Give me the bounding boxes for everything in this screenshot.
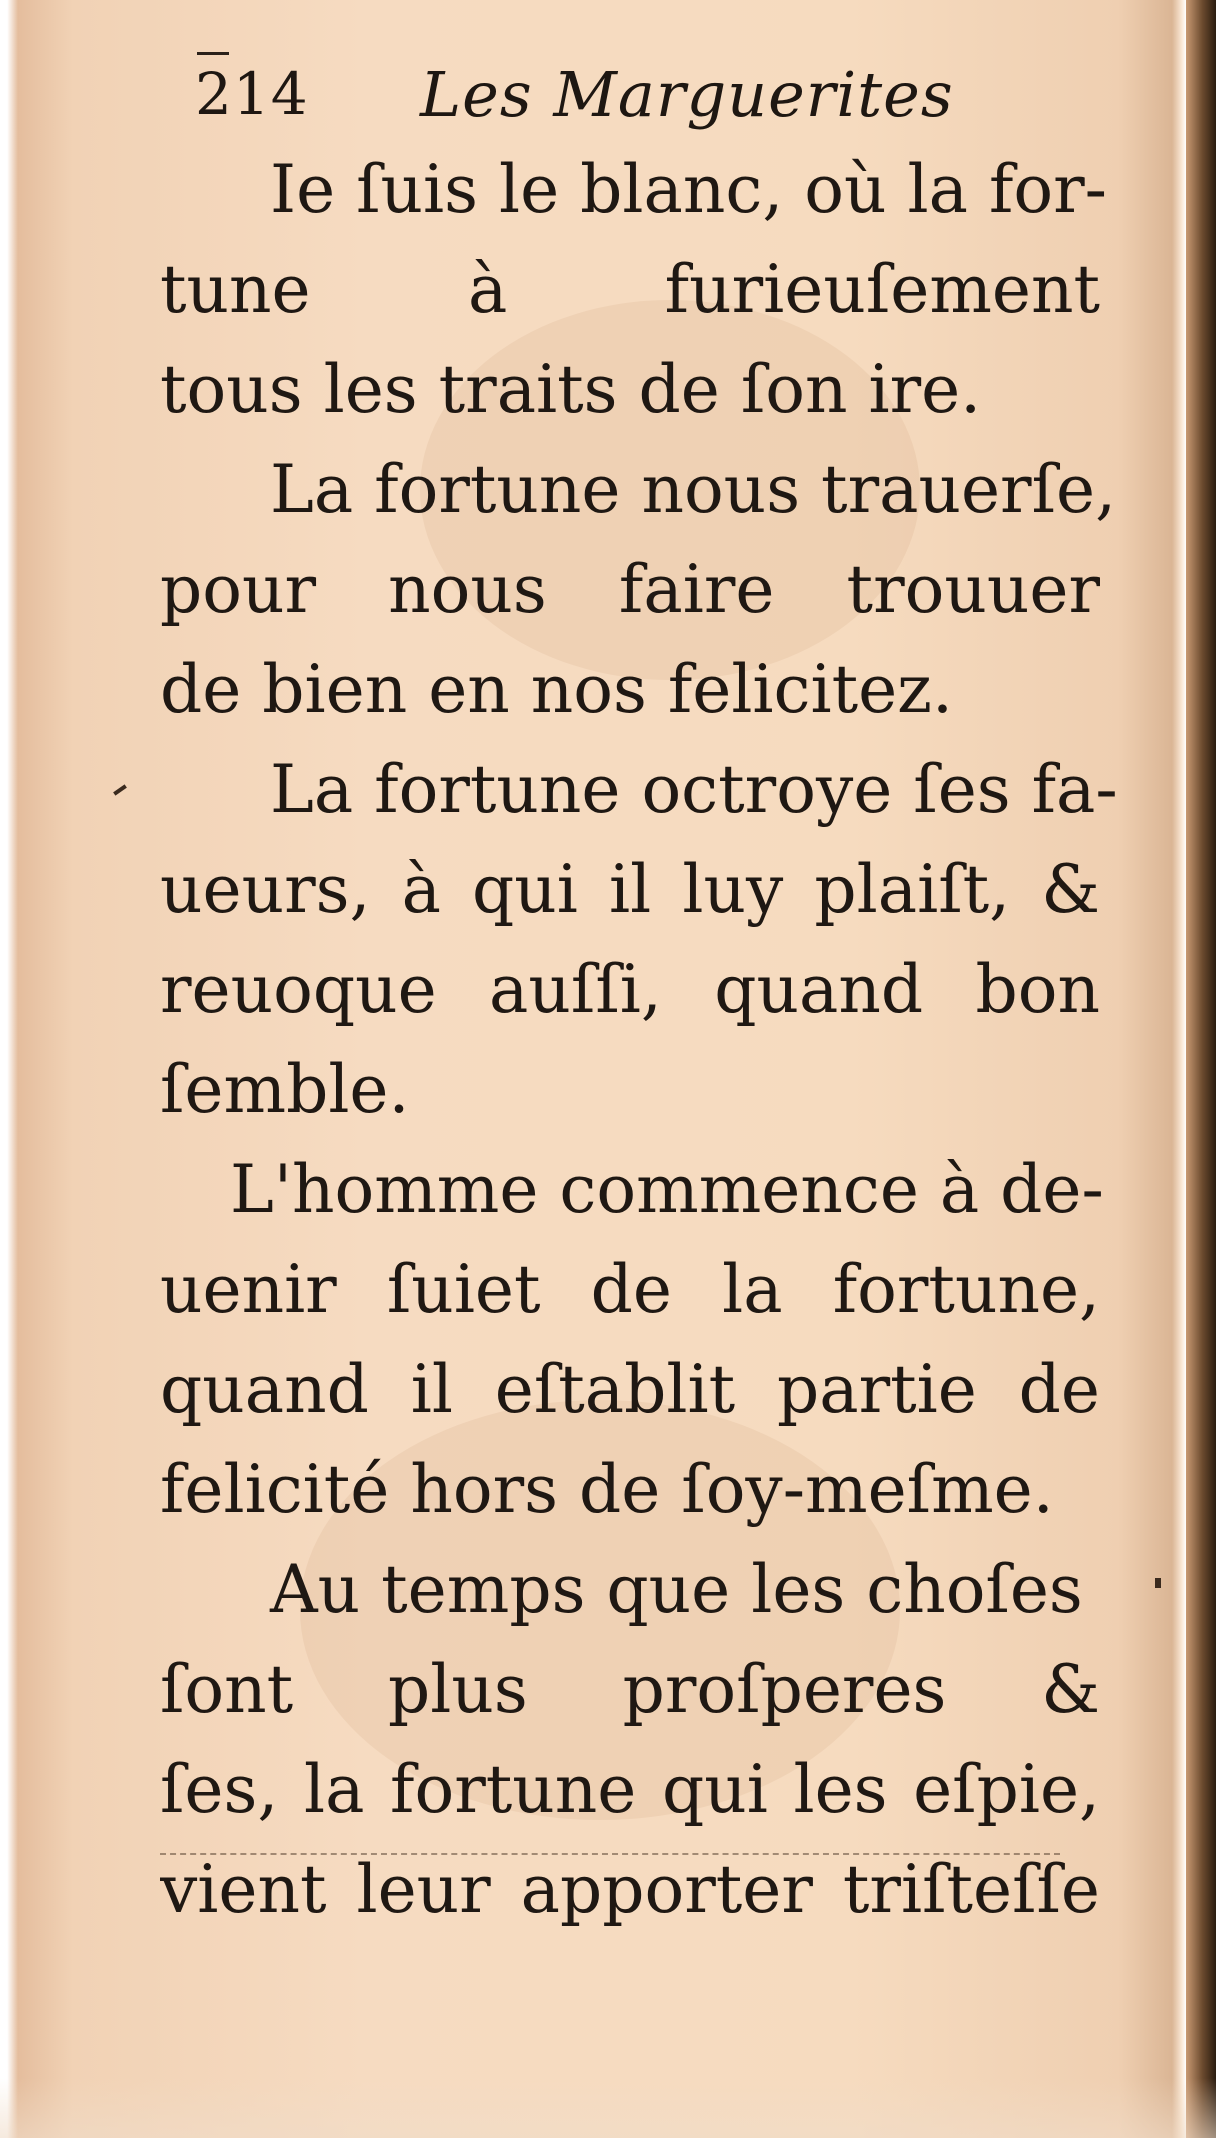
ink-blemish	[113, 784, 127, 795]
text-line: ueurs, à qui il luy plaiſt, &	[160, 851, 1100, 928]
text-line: L'homme commence à de-	[230, 1151, 1104, 1228]
text-line: felicité hors de ſoy-meſme.	[160, 1451, 1054, 1528]
page-number: 214	[195, 60, 309, 128]
text-line: Ie ſuis le blanc, où la for-	[270, 151, 1107, 228]
text-line: ſont plus proſperes &	[160, 1651, 1100, 1728]
page-edge-right	[1186, 0, 1216, 2138]
text-line: reuoque auſſi, quand bon	[160, 951, 1100, 1028]
text-line: La fortune nous trauerſe,	[270, 451, 1117, 528]
text-line: tous les traits de ſon ire.	[160, 351, 982, 428]
text-line: quand il eſtablit partie de	[160, 1351, 1100, 1428]
text-line: La fortune octroye ſes fa-	[270, 751, 1118, 828]
page-number-mark	[197, 52, 229, 55]
text-line: uenir ſuiet de la fortune,	[160, 1251, 1100, 1328]
text-line: tune à furieuſement	[160, 251, 1100, 328]
bottom-rule	[160, 1853, 1060, 1855]
ink-blemish	[1155, 1578, 1161, 1588]
text-line: ſes, la fortune qui les eſpie,	[160, 1751, 1100, 1828]
text-line: ſemble.	[160, 1051, 410, 1128]
page-header	[195, 52, 1015, 142]
body-text	[160, 140, 1118, 1940]
text-line: pour nous faire trouuer	[160, 551, 1100, 628]
page-edge-highlight	[1172, 0, 1186, 2138]
text-line: vient leur apporter triſteſſe	[160, 1851, 1100, 1928]
text-line: de bien en nos felicitez.	[160, 651, 953, 728]
page-edge-left	[0, 0, 18, 2138]
text-line: Au temps que les choſes	[270, 1551, 1083, 1628]
running-title: Les Marguerites	[420, 58, 954, 131]
page-bottom-fade	[0, 2078, 1216, 2138]
